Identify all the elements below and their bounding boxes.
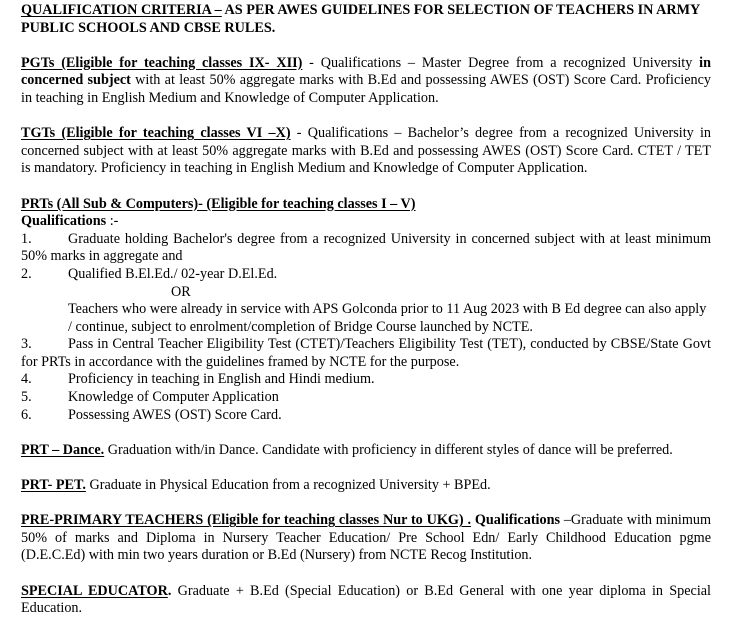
section-prt-dance-body: Graduation with/in Dance. Candidate with proficiency in different styles of dance will be preferred. bbox=[104, 441, 673, 458]
page-title bbox=[21, 2, 711, 20]
section-prt-qualifications-suffix: :- bbox=[106, 213, 119, 230]
section-tgt bbox=[21, 125, 711, 178]
list-item bbox=[21, 389, 711, 407]
section-tgt-heading: TGTs (Eligible for teaching classes VI –X) bbox=[21, 125, 291, 142]
section-special-educator-body: Graduate + B.Ed (Special Education) or B.Ed General with one year diploma in Special Education. bbox=[21, 582, 711, 617]
list-item bbox=[21, 371, 711, 389]
section-prt-qualifications-label: Qualifications bbox=[21, 213, 107, 230]
list-item-number: 1. bbox=[21, 230, 32, 247]
section-pre-primary-qualifications-label: Qualifications bbox=[471, 512, 560, 529]
or-separator: OR bbox=[171, 283, 191, 300]
spacer bbox=[21, 459, 711, 477]
spacer bbox=[21, 37, 711, 55]
section-pre-primary-heading: PRE-PRIMARY TEACHERS (Eligible for teaching classes Nur to UKG) . bbox=[21, 512, 472, 529]
section-pgt bbox=[21, 55, 711, 108]
list-item bbox=[21, 336, 711, 371]
spacer bbox=[21, 565, 711, 583]
spacer bbox=[21, 178, 711, 196]
section-prt-pet-body: Graduate in Physical Education from a recognized University + BPEd. bbox=[85, 477, 491, 494]
page-title-line2: PUBLIC SCHOOLS AND CBSE RULES. bbox=[21, 19, 276, 36]
list-item-number: 6. bbox=[21, 406, 32, 423]
list-item bbox=[21, 231, 711, 266]
list-item-text: Proficiency in teaching in English and Hindi medium. bbox=[68, 371, 375, 388]
section-tgt-body: - Qualifications – Bachelor’s degree from a recognized University in concerned subject with at least 50% aggregate marks with B.Ed and possessing AWES (OST) Score Card. CTET / TET is mandatory. Proficiency in teaching in English Medium and Knowledge of Computer Application. bbox=[21, 125, 711, 177]
section-prt-pet-heading: PRT- PET. bbox=[21, 477, 86, 494]
list-item bbox=[21, 407, 711, 425]
spacer bbox=[21, 108, 711, 126]
page-title-rest: AS PER AWES GUIDELINES FOR SELECTION OF TEACHERS IN ARMY bbox=[221, 2, 701, 18]
list-item-number: 2. bbox=[21, 265, 32, 282]
section-special-educator-heading: SPECIAL EDUCATOR bbox=[21, 582, 168, 599]
section-prt-heading-line bbox=[21, 196, 711, 214]
spacer bbox=[21, 495, 711, 513]
section-pgt-heading: PGTs (Eligible for teaching classes IX- XII) bbox=[21, 54, 303, 71]
spacer bbox=[21, 424, 711, 442]
section-pgt-body-bold: in concerned subject bbox=[21, 54, 711, 89]
list-item-text: Pass in Central Teacher Eligibility Test (CTET)/Teachers Eligibility Test (TET), conducted by CBSE/State Govt for PRTs in accordance with the guidelines framed by NCTE for the purpose. bbox=[21, 336, 711, 370]
section-pgt-body-part2: with at least 50% aggregate marks with B.Ed and possessing AWES (OST) Score Card. Proficiency in teaching in English Medium and Knowledge of Computer Application. bbox=[21, 72, 711, 106]
list-item-number: 3. bbox=[21, 336, 32, 353]
section-special-educator bbox=[21, 583, 711, 618]
section-prt-dance bbox=[21, 442, 711, 460]
section-pgt-body-part1: - Qualifications – Master Degree from a recognized University bbox=[302, 54, 700, 71]
section-pre-primary bbox=[21, 512, 711, 565]
list-item-number: 5. bbox=[21, 389, 32, 406]
list-item-number: 4. bbox=[21, 371, 32, 388]
section-prt-dance-heading: PRT – Dance. bbox=[21, 441, 105, 458]
section-prt-qualifications-line bbox=[21, 213, 711, 231]
bridge-course-note: Teachers who were already in service with APS Golconda prior to 11 Aug 2023 with B Ed degree can also apply / continue, subject to enrolment/completion of Bridge Course launched by NCTE. bbox=[68, 301, 707, 335]
page-title-underlined-part: QUALIFICATION CRITERIA – bbox=[21, 2, 222, 18]
list-item-text: Qualified B.El.Ed./ 02-year D.El.Ed. bbox=[68, 265, 278, 282]
section-prt-pet bbox=[21, 477, 711, 495]
list-item bbox=[21, 266, 711, 284]
list-item-text: Knowledge of Computer Application bbox=[68, 389, 279, 406]
document-title-block bbox=[21, 2, 711, 37]
list-item-text: Graduate holding Bachelor's degree from a recognized University in concerned subject with at least minimum 50% marks in aggregate and bbox=[21, 230, 711, 265]
list-item-text: Possessing AWES (OST) Score Card. bbox=[68, 406, 282, 423]
section-special-educator-heading-suffix: . bbox=[167, 582, 172, 599]
section-pre-primary-body: –Graduate with minimum 50% of marks and Diploma in Nursery Teacher Education/ Pre School Edn/ Early Childhood Education pgme (D.E.C.Ed) with min two years duration or B.Ed (Nursery) from NCTE Recog Institution. bbox=[21, 512, 711, 564]
section-prt-heading: PRTs (All Sub & Computers)- (Eligible for teaching classes I – V) bbox=[21, 195, 416, 212]
